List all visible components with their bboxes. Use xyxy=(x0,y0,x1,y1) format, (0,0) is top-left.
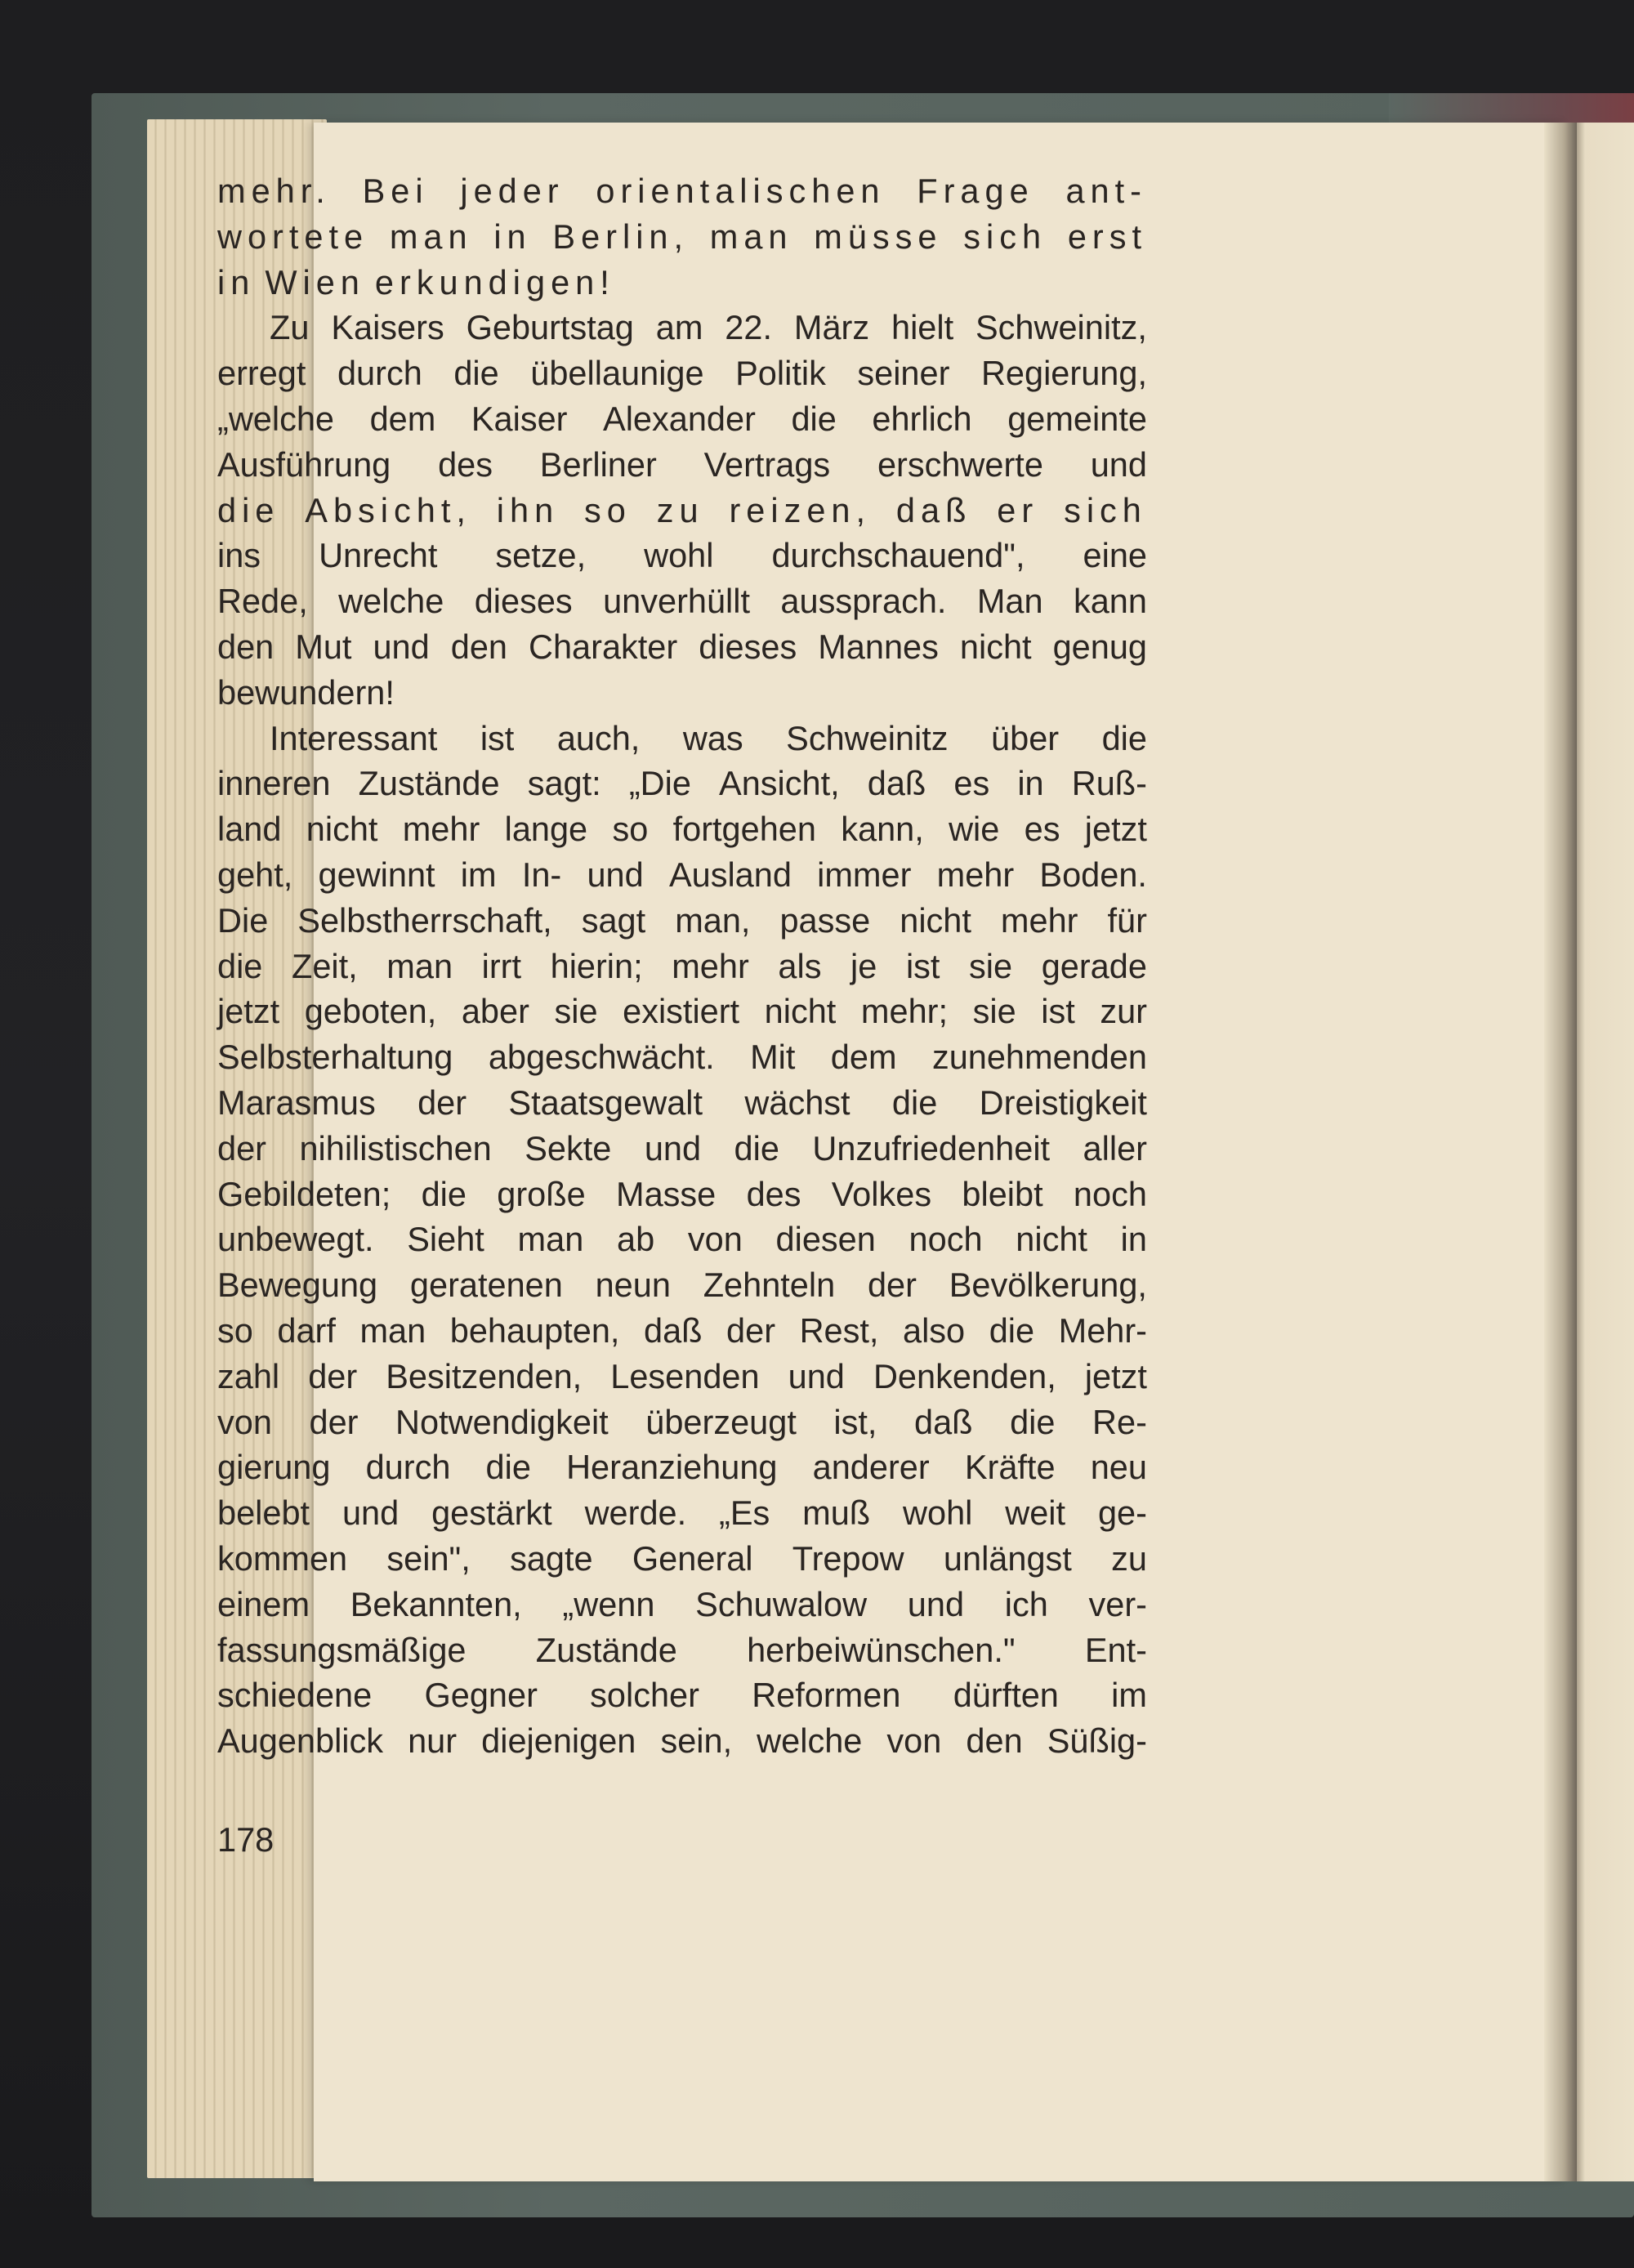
word: unlängst xyxy=(943,1538,1072,1578)
word: Kaiser xyxy=(471,399,568,438)
word: dieses xyxy=(474,582,573,621)
word: Mannes xyxy=(818,627,939,666)
word: und xyxy=(342,1493,400,1533)
word: müsse xyxy=(814,217,943,256)
text-line xyxy=(217,1080,1147,1126)
text-line xyxy=(217,1172,1147,1217)
word: den xyxy=(450,627,507,666)
word: solcher xyxy=(590,1676,699,1715)
text-line xyxy=(217,898,1147,944)
word: mehr. xyxy=(217,172,331,210)
word: bewundern! xyxy=(217,672,395,712)
word: Sekte xyxy=(525,1128,612,1167)
word: sie xyxy=(972,992,1016,1031)
word: erst xyxy=(1067,217,1147,256)
text-line xyxy=(217,1354,1147,1400)
word: und xyxy=(788,1356,845,1395)
word: Reformen xyxy=(752,1676,901,1715)
word: Ruß- xyxy=(1071,764,1147,803)
word: zu xyxy=(1111,1538,1147,1578)
word: die xyxy=(217,946,263,985)
word: hierin; xyxy=(550,946,643,985)
word: am xyxy=(655,308,703,347)
word: „wenn xyxy=(562,1584,655,1623)
word: es xyxy=(1024,810,1060,849)
word: wächst xyxy=(744,1083,850,1122)
word: aller xyxy=(1083,1128,1147,1167)
word: wortete xyxy=(217,217,369,256)
word: Dreistigkeit xyxy=(979,1083,1147,1122)
word: die xyxy=(1101,718,1147,757)
text-line xyxy=(217,624,1147,670)
word: Re- xyxy=(1092,1402,1147,1441)
word: die xyxy=(791,399,837,438)
word: neu xyxy=(1090,1448,1147,1487)
word: geboten, xyxy=(304,992,437,1031)
word: also xyxy=(903,1310,966,1350)
word: ins xyxy=(217,536,261,575)
word: sein", xyxy=(386,1538,471,1578)
word: Masse xyxy=(616,1174,717,1213)
word: wohl xyxy=(644,536,714,575)
word: die xyxy=(453,354,499,393)
word: Zu xyxy=(270,308,310,347)
word: und xyxy=(373,627,430,666)
text-line xyxy=(217,533,1147,578)
text-line xyxy=(217,1444,1147,1490)
word: Selbsterhaltung xyxy=(217,1038,453,1077)
word: der xyxy=(726,1310,776,1350)
word: und xyxy=(644,1128,702,1167)
word: fortgehen xyxy=(672,810,816,849)
word: aber xyxy=(461,992,529,1031)
word: man xyxy=(709,217,793,256)
word: anderer xyxy=(812,1448,930,1487)
word: Denkenden, xyxy=(873,1356,1056,1395)
word: Man xyxy=(976,582,1043,621)
word: Schweinitz xyxy=(786,718,949,757)
word: überzeugt xyxy=(645,1402,797,1441)
text-line xyxy=(217,214,1147,260)
word: Mehr- xyxy=(1058,1310,1147,1350)
word: Interessant xyxy=(270,718,438,757)
word: einem xyxy=(217,1584,310,1623)
word: wie xyxy=(949,810,1000,849)
word: bleibt xyxy=(962,1174,1043,1213)
word: Berliner xyxy=(539,444,657,484)
word: geht, xyxy=(217,855,293,894)
word: nur xyxy=(408,1721,458,1761)
word: zunehmenden xyxy=(931,1038,1147,1077)
word: Zeit, xyxy=(291,946,358,985)
word: in xyxy=(217,262,256,301)
word: Zustände xyxy=(358,764,500,803)
word: herbeiwünschen." xyxy=(747,1630,1016,1669)
word: behaupten, xyxy=(449,1310,620,1350)
word: geratenen xyxy=(409,1266,563,1305)
word: werde. xyxy=(584,1493,687,1533)
text-line xyxy=(217,1490,1147,1536)
word: mehr; xyxy=(860,992,949,1031)
word: ge- xyxy=(1097,1493,1147,1533)
word: weit xyxy=(1005,1493,1066,1533)
word: jetzt xyxy=(217,992,280,1031)
word: als xyxy=(778,946,822,985)
word: Alexander xyxy=(603,399,756,438)
word: dürften xyxy=(953,1676,1059,1715)
word: Kaisers xyxy=(331,308,444,347)
word: eine xyxy=(1083,536,1147,575)
word: von xyxy=(886,1721,942,1761)
word: jetzt xyxy=(1084,810,1147,849)
text-line xyxy=(217,1034,1147,1080)
word: ist xyxy=(905,946,940,985)
word: gestärkt xyxy=(431,1493,552,1533)
text-line xyxy=(217,1262,1147,1308)
word: nicht xyxy=(959,627,1032,666)
word: Berlin, xyxy=(552,217,690,256)
word: erregt xyxy=(217,354,306,393)
word: sie xyxy=(969,946,1013,985)
word: durch xyxy=(337,354,422,393)
word: Zustände xyxy=(535,1630,677,1669)
text-line xyxy=(217,488,1147,534)
text-line xyxy=(217,1718,1147,1764)
word: ab xyxy=(617,1220,655,1259)
word: setze, xyxy=(495,536,587,575)
word: so xyxy=(217,1310,253,1350)
word: Absicht, xyxy=(305,490,471,529)
word: im xyxy=(460,855,497,894)
word: nicht xyxy=(306,810,378,849)
word: welche xyxy=(757,1721,863,1761)
text-line xyxy=(217,670,1147,716)
word: ich xyxy=(1004,1584,1048,1623)
word: Zehnteln xyxy=(703,1266,836,1305)
word: man xyxy=(517,1220,584,1259)
word: kann xyxy=(1073,582,1147,621)
word: Gegner xyxy=(424,1676,538,1715)
word: Besitzenden, xyxy=(386,1356,583,1395)
word: jeder xyxy=(460,172,565,210)
word: ant- xyxy=(1065,172,1147,210)
text-line xyxy=(217,1627,1147,1673)
word: existiert xyxy=(623,992,740,1031)
word: gierung xyxy=(217,1448,331,1487)
word: und xyxy=(907,1584,965,1623)
text-line xyxy=(217,1126,1147,1172)
word: Unzufriedenheit xyxy=(812,1128,1051,1167)
word: Sieht xyxy=(407,1220,484,1259)
word: fassungsmäßige xyxy=(217,1630,467,1669)
word: muß xyxy=(802,1493,871,1533)
word: Vertrags xyxy=(703,444,831,484)
word: von xyxy=(687,1220,743,1259)
word: orientalischen xyxy=(596,172,886,210)
word: Selbstherrschaft, xyxy=(297,900,552,940)
word: daß xyxy=(914,1402,973,1441)
text-line xyxy=(217,1400,1147,1445)
word: die xyxy=(485,1448,531,1487)
text-line xyxy=(217,806,1147,852)
text-line xyxy=(217,989,1147,1034)
word: Charakter xyxy=(529,627,678,666)
word: immer xyxy=(817,855,912,894)
text-line xyxy=(217,442,1147,488)
word: dem xyxy=(830,1038,897,1077)
text-line xyxy=(217,350,1147,396)
word: daß xyxy=(643,1310,703,1350)
word: von xyxy=(217,1402,272,1441)
word: der xyxy=(308,1356,358,1395)
word: durchschauend", xyxy=(771,536,1025,575)
word: der xyxy=(867,1266,917,1305)
word: was xyxy=(682,718,743,757)
word: neun xyxy=(595,1266,671,1305)
word: Staatsgewalt xyxy=(508,1083,703,1122)
word: dem xyxy=(369,399,436,438)
word: Unrecht xyxy=(319,536,438,575)
word: Mit xyxy=(750,1038,796,1077)
word: ist, xyxy=(833,1402,877,1441)
word: dieses xyxy=(699,627,797,666)
word: Ent- xyxy=(1084,1630,1147,1669)
word: in xyxy=(493,217,532,256)
word: übellaunige xyxy=(530,354,704,393)
word: Boden. xyxy=(1039,855,1147,894)
word: nihilistischen xyxy=(299,1128,492,1167)
word: Marasmus xyxy=(217,1083,376,1122)
text-line xyxy=(217,1582,1147,1627)
word: der xyxy=(217,1128,266,1167)
word: für xyxy=(1107,900,1147,940)
text-line xyxy=(217,260,1147,306)
word: man xyxy=(386,946,453,985)
word: Die xyxy=(217,900,269,940)
word: „Es xyxy=(719,1493,770,1533)
word: man xyxy=(359,1310,426,1350)
word: irrt xyxy=(481,946,522,985)
word: die xyxy=(734,1128,779,1167)
word: ihn xyxy=(496,490,560,529)
word: sich xyxy=(963,217,1047,256)
word: Ausführung xyxy=(217,444,391,484)
word: Schweinitz, xyxy=(975,308,1147,347)
text-line xyxy=(217,852,1147,898)
word: Lesenden xyxy=(610,1356,760,1395)
word: lange xyxy=(504,810,588,849)
word: den xyxy=(966,1721,1023,1761)
facing-page-edge xyxy=(1572,123,1634,2181)
word: Heranziehung xyxy=(566,1448,778,1487)
word: Gebildeten; xyxy=(217,1174,391,1213)
word: seiner xyxy=(857,354,950,393)
text-line xyxy=(217,305,1147,350)
word: über xyxy=(991,718,1060,757)
word: die xyxy=(1010,1402,1056,1441)
word: im xyxy=(1111,1676,1147,1715)
word: Bewegung xyxy=(217,1266,378,1305)
word: auch, xyxy=(556,718,641,757)
word: „welche xyxy=(217,399,335,438)
text-line xyxy=(217,1308,1147,1354)
word: jetzt xyxy=(1084,1356,1147,1395)
text-line xyxy=(217,168,1147,214)
text-line xyxy=(217,761,1147,806)
word: sein, xyxy=(660,1721,733,1761)
word: abgeschwächt. xyxy=(488,1038,715,1077)
word: nicht xyxy=(1016,1220,1087,1259)
word: und xyxy=(1090,444,1147,484)
word: Notwendigkeit xyxy=(395,1402,609,1441)
word: Schuwalow xyxy=(695,1584,868,1623)
word: erkundigen! xyxy=(374,262,615,301)
word: den xyxy=(217,627,275,666)
word: er xyxy=(997,490,1039,529)
text-line xyxy=(217,1217,1147,1262)
word: zur xyxy=(1100,992,1147,1031)
text-line xyxy=(217,1672,1147,1718)
word: sagt: xyxy=(527,764,601,803)
word: Ausland xyxy=(668,855,792,894)
word: Trepow xyxy=(792,1538,904,1578)
word: passe xyxy=(779,900,871,940)
page-number: 178 xyxy=(217,1820,275,1859)
word: man, xyxy=(675,900,751,940)
word: es xyxy=(953,764,990,803)
text-line xyxy=(217,944,1147,989)
page-text xyxy=(217,168,1147,1764)
word: März xyxy=(793,308,870,347)
word: Volkes xyxy=(831,1174,932,1213)
word: hielt xyxy=(891,308,954,347)
word: Mut xyxy=(295,627,352,666)
word: mehr xyxy=(936,855,1015,894)
word: große xyxy=(497,1174,586,1213)
word: durch xyxy=(365,1448,451,1487)
word: zu xyxy=(656,490,704,529)
word: kann, xyxy=(841,810,924,849)
word: mehr xyxy=(402,810,480,849)
word: die xyxy=(989,1310,1035,1350)
word: Kräfte xyxy=(964,1448,1056,1487)
word: Rest, xyxy=(799,1310,879,1350)
word: diesen xyxy=(775,1220,876,1259)
word: nicht xyxy=(764,992,837,1031)
word: schiedene xyxy=(217,1676,373,1715)
page-gutter xyxy=(1544,123,1577,2181)
word: darf xyxy=(277,1310,336,1350)
word: Bevölkerung, xyxy=(949,1266,1147,1305)
word: aussprach. xyxy=(780,582,947,621)
word: unverhüllt xyxy=(603,582,751,621)
word: erschwerte xyxy=(877,444,1043,484)
word: so xyxy=(612,810,649,849)
word: Politik xyxy=(735,354,826,393)
word: In- xyxy=(521,855,562,894)
cover-edge xyxy=(1389,93,1634,126)
word: Ansicht, xyxy=(719,764,840,803)
word: daß xyxy=(867,764,926,803)
word: nicht xyxy=(900,900,971,940)
word: der xyxy=(417,1083,467,1122)
word: Regierung, xyxy=(980,354,1147,393)
word: Frage xyxy=(917,172,1034,210)
word: land xyxy=(217,810,282,849)
word: zahl xyxy=(217,1356,280,1395)
text-line xyxy=(217,396,1147,442)
word: sie xyxy=(554,992,598,1031)
word: ist xyxy=(1041,992,1075,1031)
word: gerade xyxy=(1041,946,1147,985)
word: noch xyxy=(1073,1174,1147,1213)
word: „Die xyxy=(628,764,691,803)
word: sich xyxy=(1064,490,1147,529)
word: Bekannten, xyxy=(350,1584,522,1623)
word: diejenigen xyxy=(481,1721,636,1761)
word: daß xyxy=(895,490,972,529)
word: Süßig- xyxy=(1047,1721,1147,1761)
word: inneren xyxy=(217,764,331,803)
word: sagt xyxy=(581,900,646,940)
word: wohl xyxy=(903,1493,973,1533)
word: General xyxy=(632,1538,753,1578)
word: noch xyxy=(909,1220,983,1259)
word: reizen, xyxy=(729,490,872,529)
word: die xyxy=(421,1174,467,1213)
word: man xyxy=(389,217,473,256)
word: Geburtstag xyxy=(466,308,634,347)
word: je xyxy=(850,946,877,985)
word: so xyxy=(584,490,632,529)
word: belebt xyxy=(217,1493,310,1533)
word: mehr xyxy=(672,946,749,985)
word: genug xyxy=(1052,627,1147,666)
text-line xyxy=(217,1536,1147,1582)
word: ehrlich xyxy=(872,399,972,438)
word: Rede, xyxy=(217,582,308,621)
word: sagte xyxy=(510,1538,593,1578)
word: die xyxy=(891,1083,938,1122)
word: mehr xyxy=(1000,900,1078,940)
word: kommen xyxy=(217,1538,348,1578)
word: gewinnt xyxy=(318,855,435,894)
word: Augenblick xyxy=(217,1721,384,1761)
text-line xyxy=(217,578,1147,624)
word: und xyxy=(587,855,644,894)
text-line xyxy=(217,716,1147,761)
word: ist xyxy=(480,718,515,757)
word: der xyxy=(309,1402,359,1441)
word: gemeinte xyxy=(1007,399,1147,438)
word: die xyxy=(217,490,280,529)
word: in xyxy=(1120,1220,1147,1259)
word: in xyxy=(1017,764,1044,803)
word: des xyxy=(746,1174,801,1213)
word: 22. xyxy=(725,308,772,347)
word: welche xyxy=(338,582,444,621)
word: Wien xyxy=(265,262,365,301)
word: Bei xyxy=(362,172,429,210)
word: ver- xyxy=(1088,1584,1147,1623)
word: des xyxy=(438,444,493,484)
word: unbewegt. xyxy=(217,1220,374,1259)
